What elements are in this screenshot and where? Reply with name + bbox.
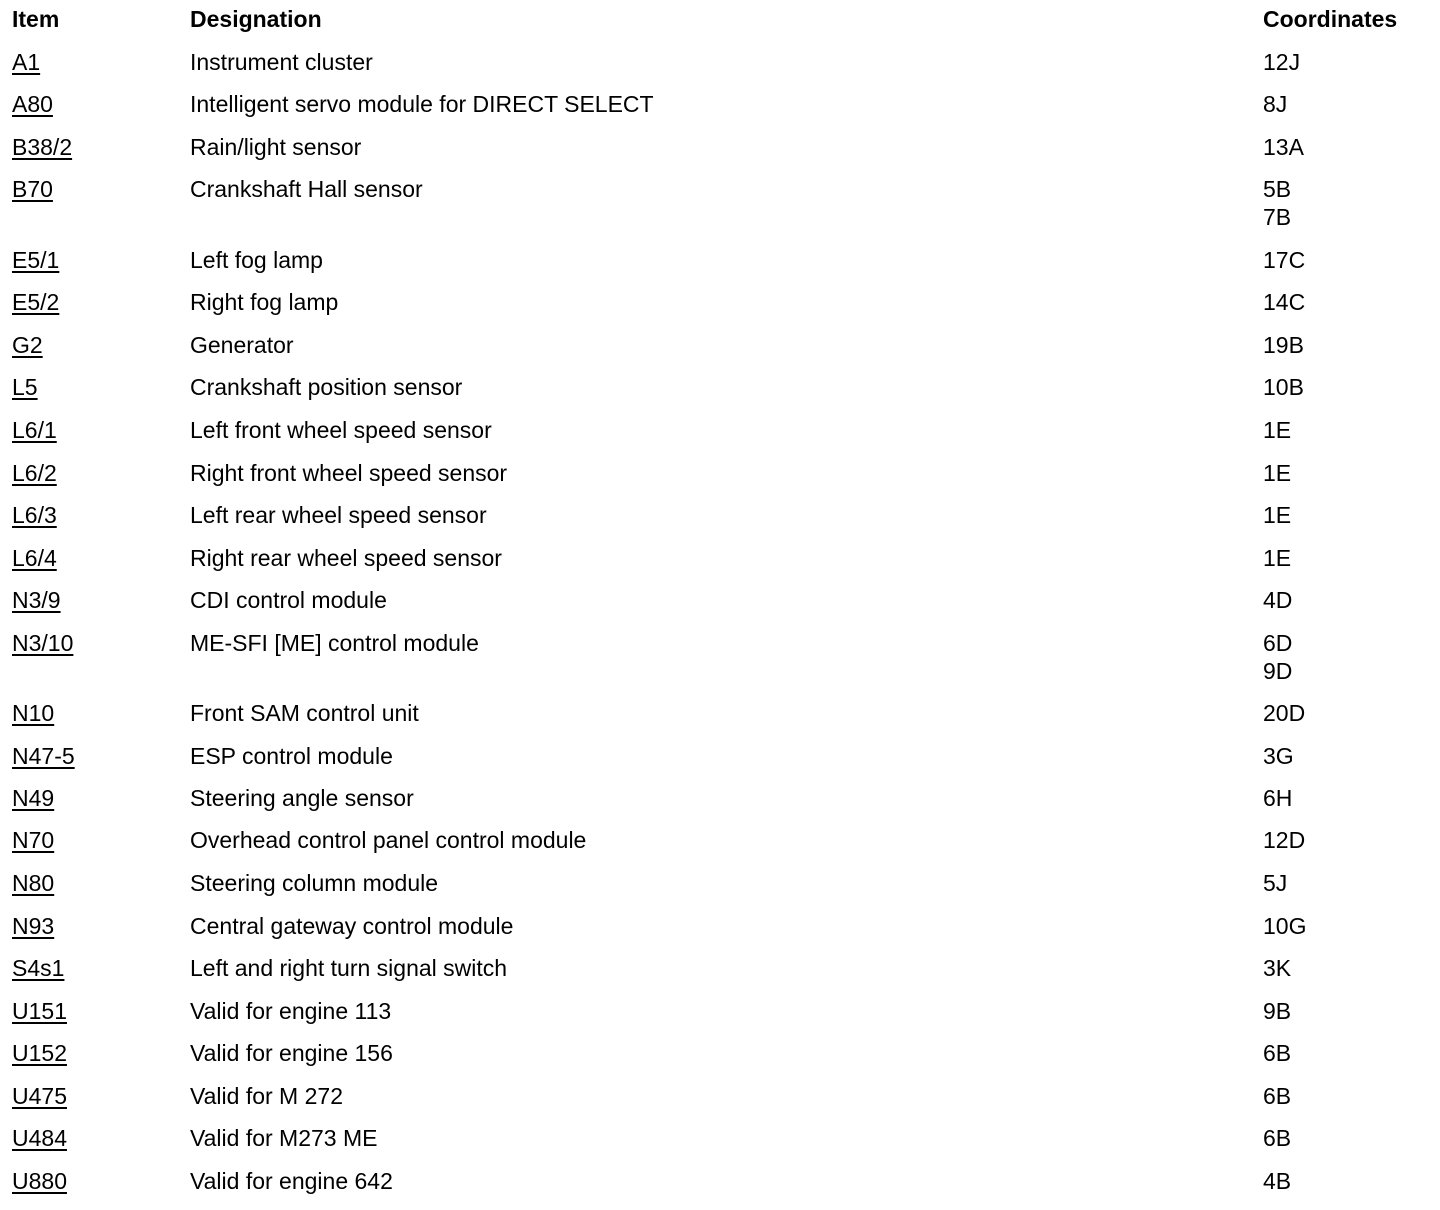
coordinate-value: 9D [1263, 658, 1293, 684]
coordinates-cell [1263, 288, 1305, 316]
coordinates-cell [1263, 699, 1305, 727]
coordinates-cell [1263, 586, 1292, 614]
coordinates-cell [1263, 826, 1305, 854]
coordinate-value: 10B [1263, 374, 1304, 400]
designation-text: ME-SFI [ME] control module [190, 630, 479, 656]
coordinate-value: 13A [1263, 134, 1304, 160]
coordinate-value: 10G [1263, 913, 1307, 939]
coordinate-value: 6H [1263, 785, 1293, 811]
header-item: Item [12, 6, 60, 32]
designation-text: Left fog lamp [190, 247, 323, 273]
item-link[interactable]: U152 [12, 1040, 67, 1066]
designation-text: Central gateway control module [190, 913, 514, 939]
coordinate-value: 1E [1263, 545, 1292, 571]
designation-text: Steering column module [190, 870, 439, 896]
coordinates-cell [1263, 629, 1292, 685]
item-link[interactable]: L5 [12, 374, 38, 400]
coordinates-cell [1263, 133, 1304, 161]
coordinates-cell [1263, 459, 1291, 487]
coordinates-cell [1263, 501, 1291, 529]
designation-text: Generator [190, 332, 294, 358]
coordinate-value: 6D [1263, 630, 1293, 656]
coordinates-cell [1263, 1082, 1291, 1110]
coordinates-cell [1263, 373, 1304, 401]
item-link[interactable]: E5/2 [12, 289, 60, 315]
item-link[interactable]: N10 [12, 700, 55, 726]
coordinate-value: 1E [1263, 460, 1292, 486]
coordinate-value: 9B [1263, 998, 1292, 1024]
coordinates-cell [1263, 544, 1291, 572]
coordinate-value: 1E [1263, 502, 1292, 528]
coordinates-cell [1263, 1124, 1291, 1152]
designation-text: Right front wheel speed sensor [190, 460, 508, 486]
coordinate-value: 5J [1263, 870, 1288, 896]
item-link[interactable]: U151 [12, 998, 67, 1024]
designation-text: Valid for engine 113 [190, 998, 392, 1024]
coordinates-cell [1263, 997, 1291, 1025]
coordinate-value: 19B [1263, 332, 1304, 358]
designation-text: Valid for M273 ME [190, 1125, 378, 1151]
coordinates-cell [1263, 175, 1291, 231]
designation-text: Right fog lamp [190, 289, 339, 315]
coordinate-value: 6B [1263, 1125, 1292, 1151]
item-link[interactable]: U475 [12, 1083, 67, 1109]
designation-text: Right rear wheel speed sensor [190, 545, 502, 571]
item-link[interactable]: U484 [12, 1125, 67, 1151]
item-link[interactable]: G2 [12, 332, 43, 358]
coordinate-value: 1E [1263, 417, 1292, 443]
coordinate-value: 12D [1263, 827, 1306, 853]
item-link[interactable]: L6/3 [12, 502, 57, 528]
designation-text: Left and right turn signal switch [190, 955, 508, 981]
coordinate-value: 3K [1263, 955, 1292, 981]
designation-text: Rain/light sensor [190, 134, 362, 160]
coordinates-cell [1263, 954, 1291, 982]
item-link[interactable]: A80 [12, 91, 53, 117]
coordinates-cell [1263, 784, 1292, 812]
header-designation: Designation [190, 6, 322, 32]
coordinates-cell [1263, 1167, 1291, 1195]
coordinates-cell [1263, 48, 1300, 76]
coordinates-cell [1263, 742, 1294, 770]
coordinates-cell [1263, 90, 1287, 118]
designation-text: Front SAM control unit [190, 700, 419, 726]
designation-text: Valid for engine 156 [190, 1040, 393, 1066]
item-link[interactable]: N93 [12, 913, 55, 939]
coordinate-value: 8J [1263, 91, 1288, 117]
item-link[interactable]: N3/9 [12, 587, 61, 613]
coordinate-value: 6B [1263, 1083, 1292, 1109]
coordinates-cell [1263, 246, 1305, 274]
coordinate-value: 7B [1263, 204, 1292, 230]
designation-text: Valid for engine 642 [190, 1168, 393, 1194]
coordinate-value: 20D [1263, 700, 1306, 726]
coordinates-cell [1263, 1039, 1291, 1067]
designation-text: Overhead control panel control module [190, 827, 587, 853]
item-link[interactable]: S4s1 [12, 955, 65, 981]
item-link[interactable]: U880 [12, 1168, 67, 1194]
item-link[interactable]: L6/1 [12, 417, 57, 443]
item-link[interactable]: B38/2 [12, 134, 73, 160]
item-link[interactable]: B70 [12, 176, 53, 202]
item-link[interactable]: L6/4 [12, 545, 57, 571]
designation-text: Crankshaft position sensor [190, 374, 463, 400]
designation-text: Crankshaft Hall sensor [190, 176, 423, 202]
coordinate-value: 17C [1263, 247, 1306, 273]
designation-text: Steering angle sensor [190, 785, 414, 811]
coordinates-cell [1263, 912, 1306, 940]
item-link[interactable]: N49 [12, 785, 55, 811]
item-link[interactable]: L6/2 [12, 460, 57, 486]
coordinate-value: 14C [1263, 289, 1306, 315]
designation-text: Left rear wheel speed sensor [190, 502, 487, 528]
item-link[interactable]: E5/1 [12, 247, 60, 273]
coordinate-value: 4B [1263, 1168, 1292, 1194]
item-link[interactable]: N3/10 [12, 630, 74, 656]
header-coordinates: Coordinates [1263, 6, 1398, 32]
designation-text: ESP control module [190, 743, 393, 769]
item-link[interactable]: A1 [12, 49, 41, 75]
coordinate-value: 5B [1263, 176, 1292, 202]
designation-text: Instrument cluster [190, 49, 373, 75]
designation-text: CDI control module [190, 587, 387, 613]
coordinates-cell [1263, 331, 1304, 359]
coordinate-value: 12J [1263, 49, 1301, 75]
item-link[interactable]: N70 [12, 827, 55, 853]
designation-text: Intelligent servo module for DIRECT SELECT [190, 91, 654, 117]
item-link[interactable]: N47-5 [12, 743, 75, 769]
designation-text: Left front wheel speed sensor [190, 417, 492, 443]
coordinates-cell [1263, 869, 1287, 897]
item-link[interactable]: N80 [12, 870, 55, 896]
coordinate-value: 4D [1263, 587, 1293, 613]
coordinate-value: 3G [1263, 743, 1294, 769]
coordinates-cell [1263, 416, 1291, 444]
coordinate-value: 6B [1263, 1040, 1292, 1066]
designation-text: Valid for M 272 [190, 1083, 343, 1109]
